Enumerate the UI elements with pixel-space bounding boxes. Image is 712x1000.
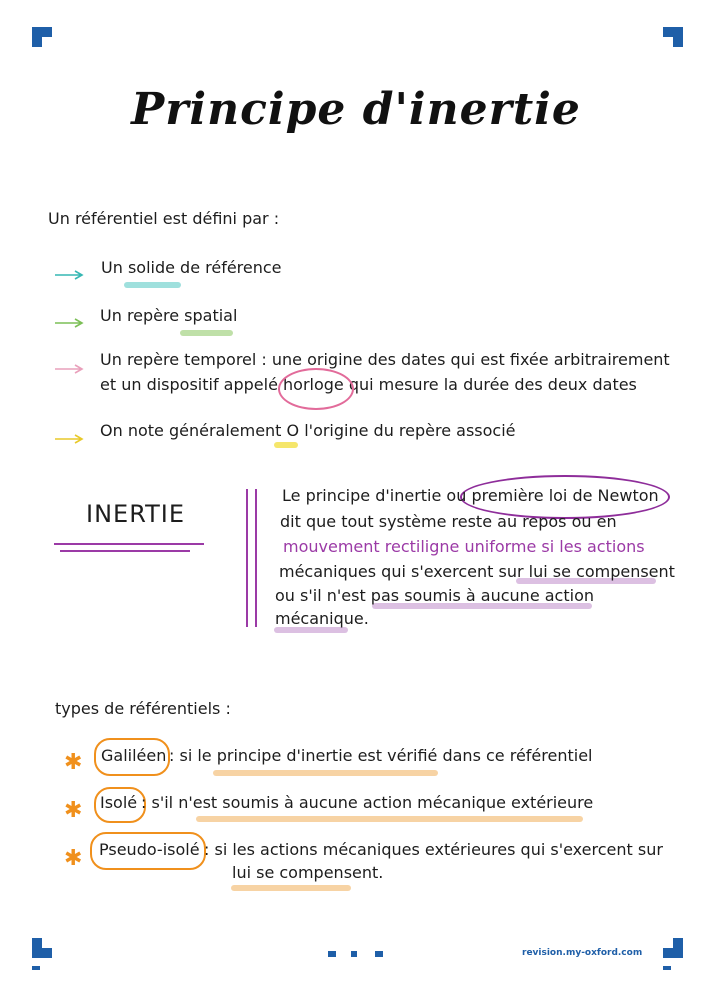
inertie-line: mécaniques qui s'exercent sur lui se compensent	[279, 562, 675, 581]
inertie-line: mouvement rectiligne uniforme si les actions	[283, 537, 645, 556]
highlight	[274, 442, 298, 448]
type-name-pseudo-isole: Pseudo-isolé	[99, 840, 200, 859]
footer-dot	[328, 951, 336, 957]
type-desc-pseudo-isole: : si les actions mécaniques extérieures qui s'exercent sur	[204, 840, 663, 859]
type-desc-galileen: : si le principe d'inertie est vérifié dans ce référentiel	[169, 746, 593, 765]
inertie-line: ou s'il n'est pas soumis à aucune action	[275, 586, 594, 605]
footer-dot	[375, 951, 383, 957]
corner-mark-top-left	[32, 27, 52, 47]
type-desc-isole: : s'il n'est soumis à aucune action mécanique extérieure	[141, 793, 594, 812]
asterisk-icon: ✱	[64, 750, 83, 775]
page-title: Principe d'inertie	[131, 84, 581, 135]
arrow-icon	[54, 318, 84, 328]
inertie-line: Le principe d'inertie ou première loi de Newton	[282, 486, 659, 505]
footer-mark	[32, 966, 40, 970]
asterisk-icon: ✱	[64, 846, 83, 871]
vertical-bar	[246, 489, 248, 627]
referentiel-item-temporel-line1: Un repère temporel : une origine des dates qui est fixée arbitrairement	[100, 350, 670, 369]
highlight	[231, 885, 351, 891]
type-name-galileen: Galiléen	[101, 746, 167, 765]
arrow-icon	[54, 364, 84, 374]
highlight	[124, 282, 181, 288]
types-intro: types de référentiels :	[55, 699, 231, 718]
referentiel-item-origine: On note généralement O l'origine du repère associé	[100, 421, 516, 440]
heading-underline	[54, 543, 204, 545]
highlight	[196, 816, 583, 822]
horloge-circle	[278, 368, 354, 410]
arrow-icon	[54, 434, 84, 444]
footer-dot	[351, 951, 357, 957]
corner-mark-top-right	[663, 27, 683, 47]
heading-underline	[60, 550, 190, 552]
highlight	[213, 770, 438, 776]
referentiel-item-solid: Un solide de référence	[101, 258, 282, 277]
type-name-isole: Isolé	[100, 793, 138, 812]
corner-mark-bottom-right	[663, 938, 683, 958]
referentiel-item-temporel-line2: et un dispositif appelé horloge qui mesure la durée des deux dates	[100, 375, 637, 394]
asterisk-icon: ✱	[64, 798, 83, 823]
inertie-line: mécanique.	[275, 609, 369, 628]
referentiel-intro: Un référentiel est défini par :	[48, 209, 280, 228]
referentiel-item-spatial: Un repère spatial	[100, 306, 238, 325]
footer-mark	[663, 966, 671, 970]
highlight	[180, 330, 233, 336]
inertie-heading: INERTIE	[86, 500, 186, 528]
vertical-bar	[255, 489, 257, 627]
type-desc-pseudo-isole-line2: lui se compensent.	[232, 863, 384, 882]
arrow-icon	[54, 270, 84, 280]
corner-mark-bottom-left	[32, 938, 52, 958]
inertie-line: dit que tout système reste au repos ou en	[280, 512, 617, 531]
footer-url[interactable]: revision.my-oxford.com	[522, 948, 643, 958]
